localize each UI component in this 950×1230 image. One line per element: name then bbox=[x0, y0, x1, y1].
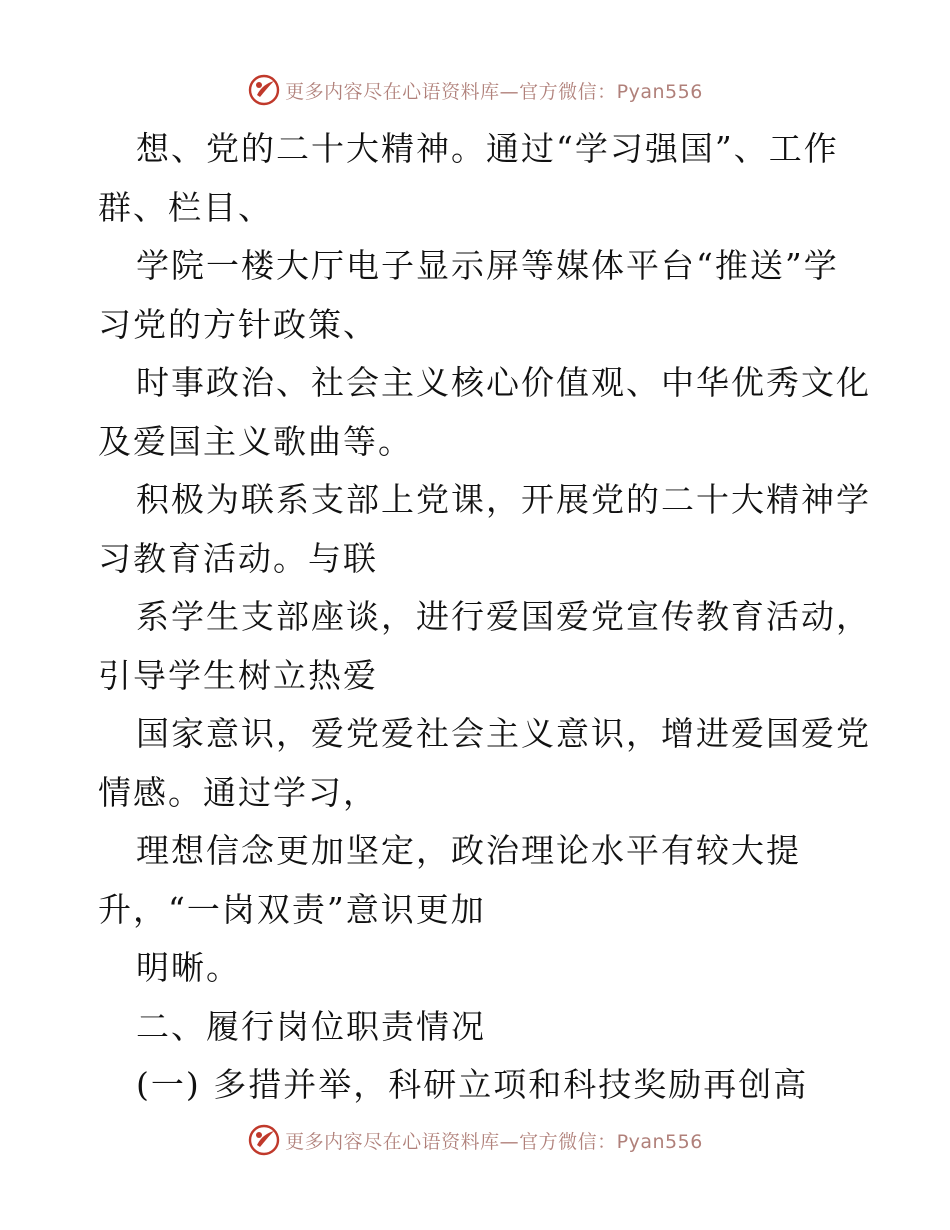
paragraph-line: 引导学生树立热爱 bbox=[98, 655, 378, 695]
paragraph-line: 系学生支部座谈，进行爱国爱党宣传教育活动， bbox=[136, 597, 871, 636]
paragraph-line: 习教育活动。与联 bbox=[98, 538, 378, 578]
paragraph-line: 明晰。 bbox=[136, 948, 241, 987]
subsection-heading: (一) 多措并举，科研立项和科技奖励再创高 bbox=[136, 1065, 809, 1104]
paragraph-line: 理想信念更加坚定，政治理论水平有较大提 bbox=[136, 831, 801, 870]
footer-watermark-text: 更多内容尽在心语资料库—官方微信：Pyan556 bbox=[285, 1130, 703, 1153]
paragraph-line: 学院一楼大厅电子显示屏等媒体平台“推送”学 bbox=[136, 246, 839, 285]
paragraph-line: 习党的方针政策、 bbox=[98, 304, 378, 344]
header-watermark-text: 更多内容尽在心语资料库—官方微信：Pyan556 bbox=[285, 80, 703, 103]
paragraph-line: 群、栏目、 bbox=[98, 187, 273, 227]
paragraph-line: 情感。通过学习， bbox=[98, 772, 378, 812]
paragraph-line: 时事政治、社会主义核心价值观、中华优秀文化 bbox=[136, 363, 871, 402]
paragraph-line: 国家意识，爱党爱社会主义意识，增进爱国爱党 bbox=[136, 714, 871, 753]
section-heading: 二、履行岗位职责情况 bbox=[136, 1006, 486, 1046]
logo-icon bbox=[247, 1123, 281, 1157]
paragraph-line: 升，“一岗双责”意识更加 bbox=[98, 889, 486, 929]
header-watermark-banner bbox=[0, 70, 950, 110]
document-body bbox=[98, 120, 871, 1115]
paragraph-line: 想、党的二十大精神。通过“学习强国”、工作 bbox=[136, 129, 839, 168]
logo-icon bbox=[247, 73, 281, 107]
footer-watermark-banner bbox=[0, 1120, 950, 1160]
paragraph-line: 及爱国主义歌曲等。 bbox=[98, 421, 413, 461]
paragraph-line: 积极为联系支部上党课，开展党的二十大精神学 bbox=[136, 480, 871, 519]
